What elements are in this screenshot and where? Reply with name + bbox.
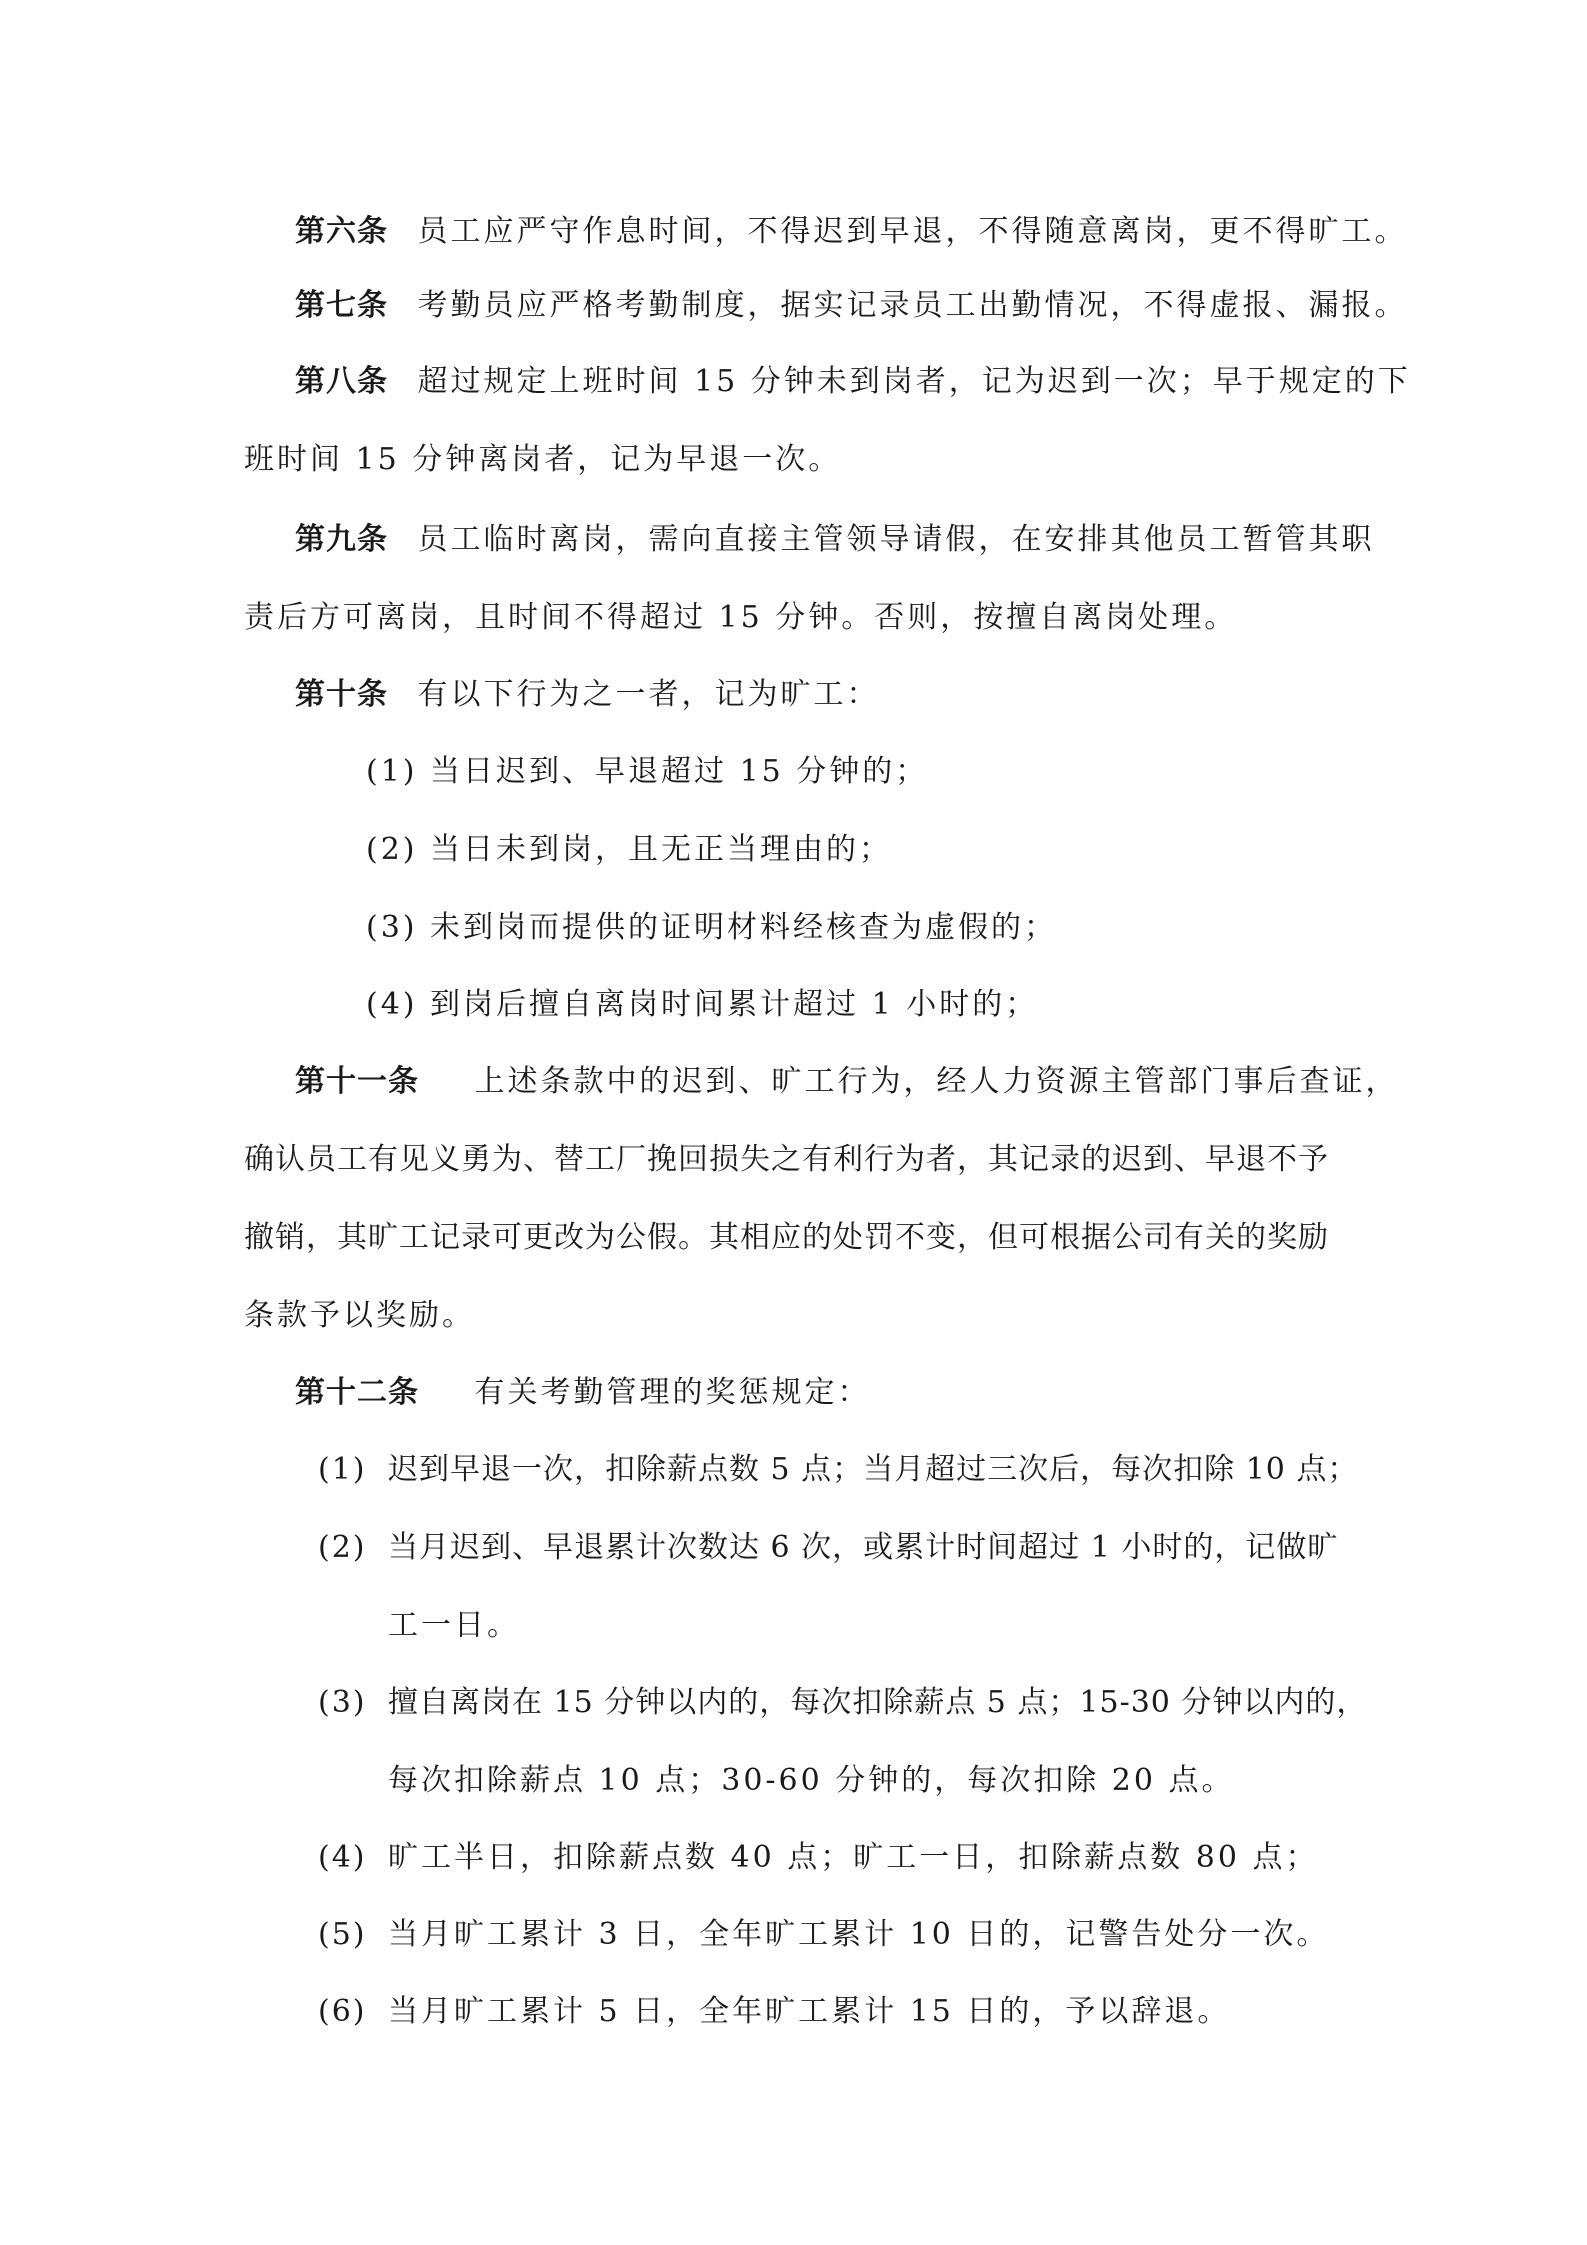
rule-item-number: (4): [318, 1840, 367, 1875]
article-11-continuation: 撤销，其旷工记录可更改为公假。其相应的处罚不变，但可根据公司有关的奖励: [244, 1220, 1329, 1255]
article-label: 第十一条: [295, 1064, 419, 1099]
rule-item-text: 工一日。: [388, 1608, 520, 1643]
article-10: [295, 675, 880, 715]
rule-item-number: (6): [318, 1994, 367, 2029]
list-item: (4) 到岗后擅自离岗时间累计超过 1 小时的；: [366, 987, 1039, 1022]
article-11-continuation: 条款予以奖励。: [244, 1298, 475, 1333]
rule-item-text: 当月迟到、早退累计次数达 6 次，或累计时间超过 1 小时的，记做旷: [388, 1530, 1339, 1565]
article-9-continuation: 责后方可离岗，且时间不得超过 15 分钟。否则，按擅自离岗处理。: [244, 600, 1238, 635]
article-text: 员工应严守作息时间，不得迟到早退，不得随意离岗，更不得旷工。: [417, 214, 1408, 249]
article-text: 有以下行为之一者，记为旷工：: [417, 677, 880, 712]
article-label: 第七条: [295, 288, 388, 323]
article-12: [295, 1373, 871, 1413]
article-label: 第十二条: [295, 1375, 419, 1410]
article-text: 上述条款中的迟到、旷工行为，经人力资源主管部门事后查证，: [474, 1064, 1399, 1099]
article-11: [295, 1062, 1399, 1102]
list-item: (3) 未到岗而提供的证明材料经核查为虚假的；: [366, 910, 1058, 945]
rule-item-number: (1): [318, 1452, 367, 1487]
rule-item-number: (5): [318, 1917, 367, 1952]
rule-item-text: 旷工半日，扣除薪点数 40 点；旷工一日，扣除薪点数 80 点；: [388, 1840, 1319, 1875]
rule-item-number: (2): [318, 1530, 367, 1565]
rule-item-number: (3): [318, 1685, 367, 1720]
rule-item-text: 迟到早退一次，扣除薪点数 5 点；当月超过三次后，每次扣除 10 点；: [388, 1452, 1359, 1487]
article-7: [295, 286, 1408, 326]
article-text: 员工临时离岗，需向直接主管领导请假，在安排其他员工暂管其职: [417, 522, 1375, 557]
article-label: 第八条: [295, 364, 388, 399]
article-label: 第十条: [295, 677, 388, 712]
article-text: 考勤员应严格考勤制度，据实记录员工出勤情况，不得虚报、漏报。: [417, 288, 1408, 323]
rule-item-text: 当月旷工累计 3 日，全年旷工累计 10 日的，记警告处分一次。: [388, 1917, 1330, 1952]
article-text: 超过规定上班时间 15 分钟未到岗者，记为迟到一次；早于规定的下: [417, 364, 1411, 399]
article-8: [295, 362, 1411, 402]
article-11-continuation: 确认员工有见义勇为、替工厂挽回损失之有利行为者，其记录的迟到、早退不予: [244, 1142, 1329, 1177]
rule-item-text: 当月旷工累计 5 日，全年旷工累计 15 日的，予以辞退。: [388, 1994, 1231, 2029]
article-6: [295, 212, 1408, 252]
article-8-continuation: 班时间 15 分钟离岗者，记为早退一次。: [244, 442, 842, 477]
list-item: (1) 当日迟到、早退超过 15 分钟的；: [366, 754, 929, 789]
article-label: 第六条: [295, 214, 388, 249]
rule-item-text: 擅自离岗在 15 分钟以内的，每次扣除薪点 5 点；15-30 分钟以内的，: [388, 1685, 1368, 1720]
list-item: (2) 当日未到岗，且无正当理由的；: [366, 832, 893, 867]
article-text: 有关考勤管理的奖惩规定：: [474, 1375, 871, 1410]
article-label: 第九条: [295, 522, 388, 557]
rule-item-text: 每次扣除薪点 10 点；30-60 分钟的，每次扣除 20 点。: [388, 1763, 1235, 1798]
article-9: [295, 520, 1375, 560]
